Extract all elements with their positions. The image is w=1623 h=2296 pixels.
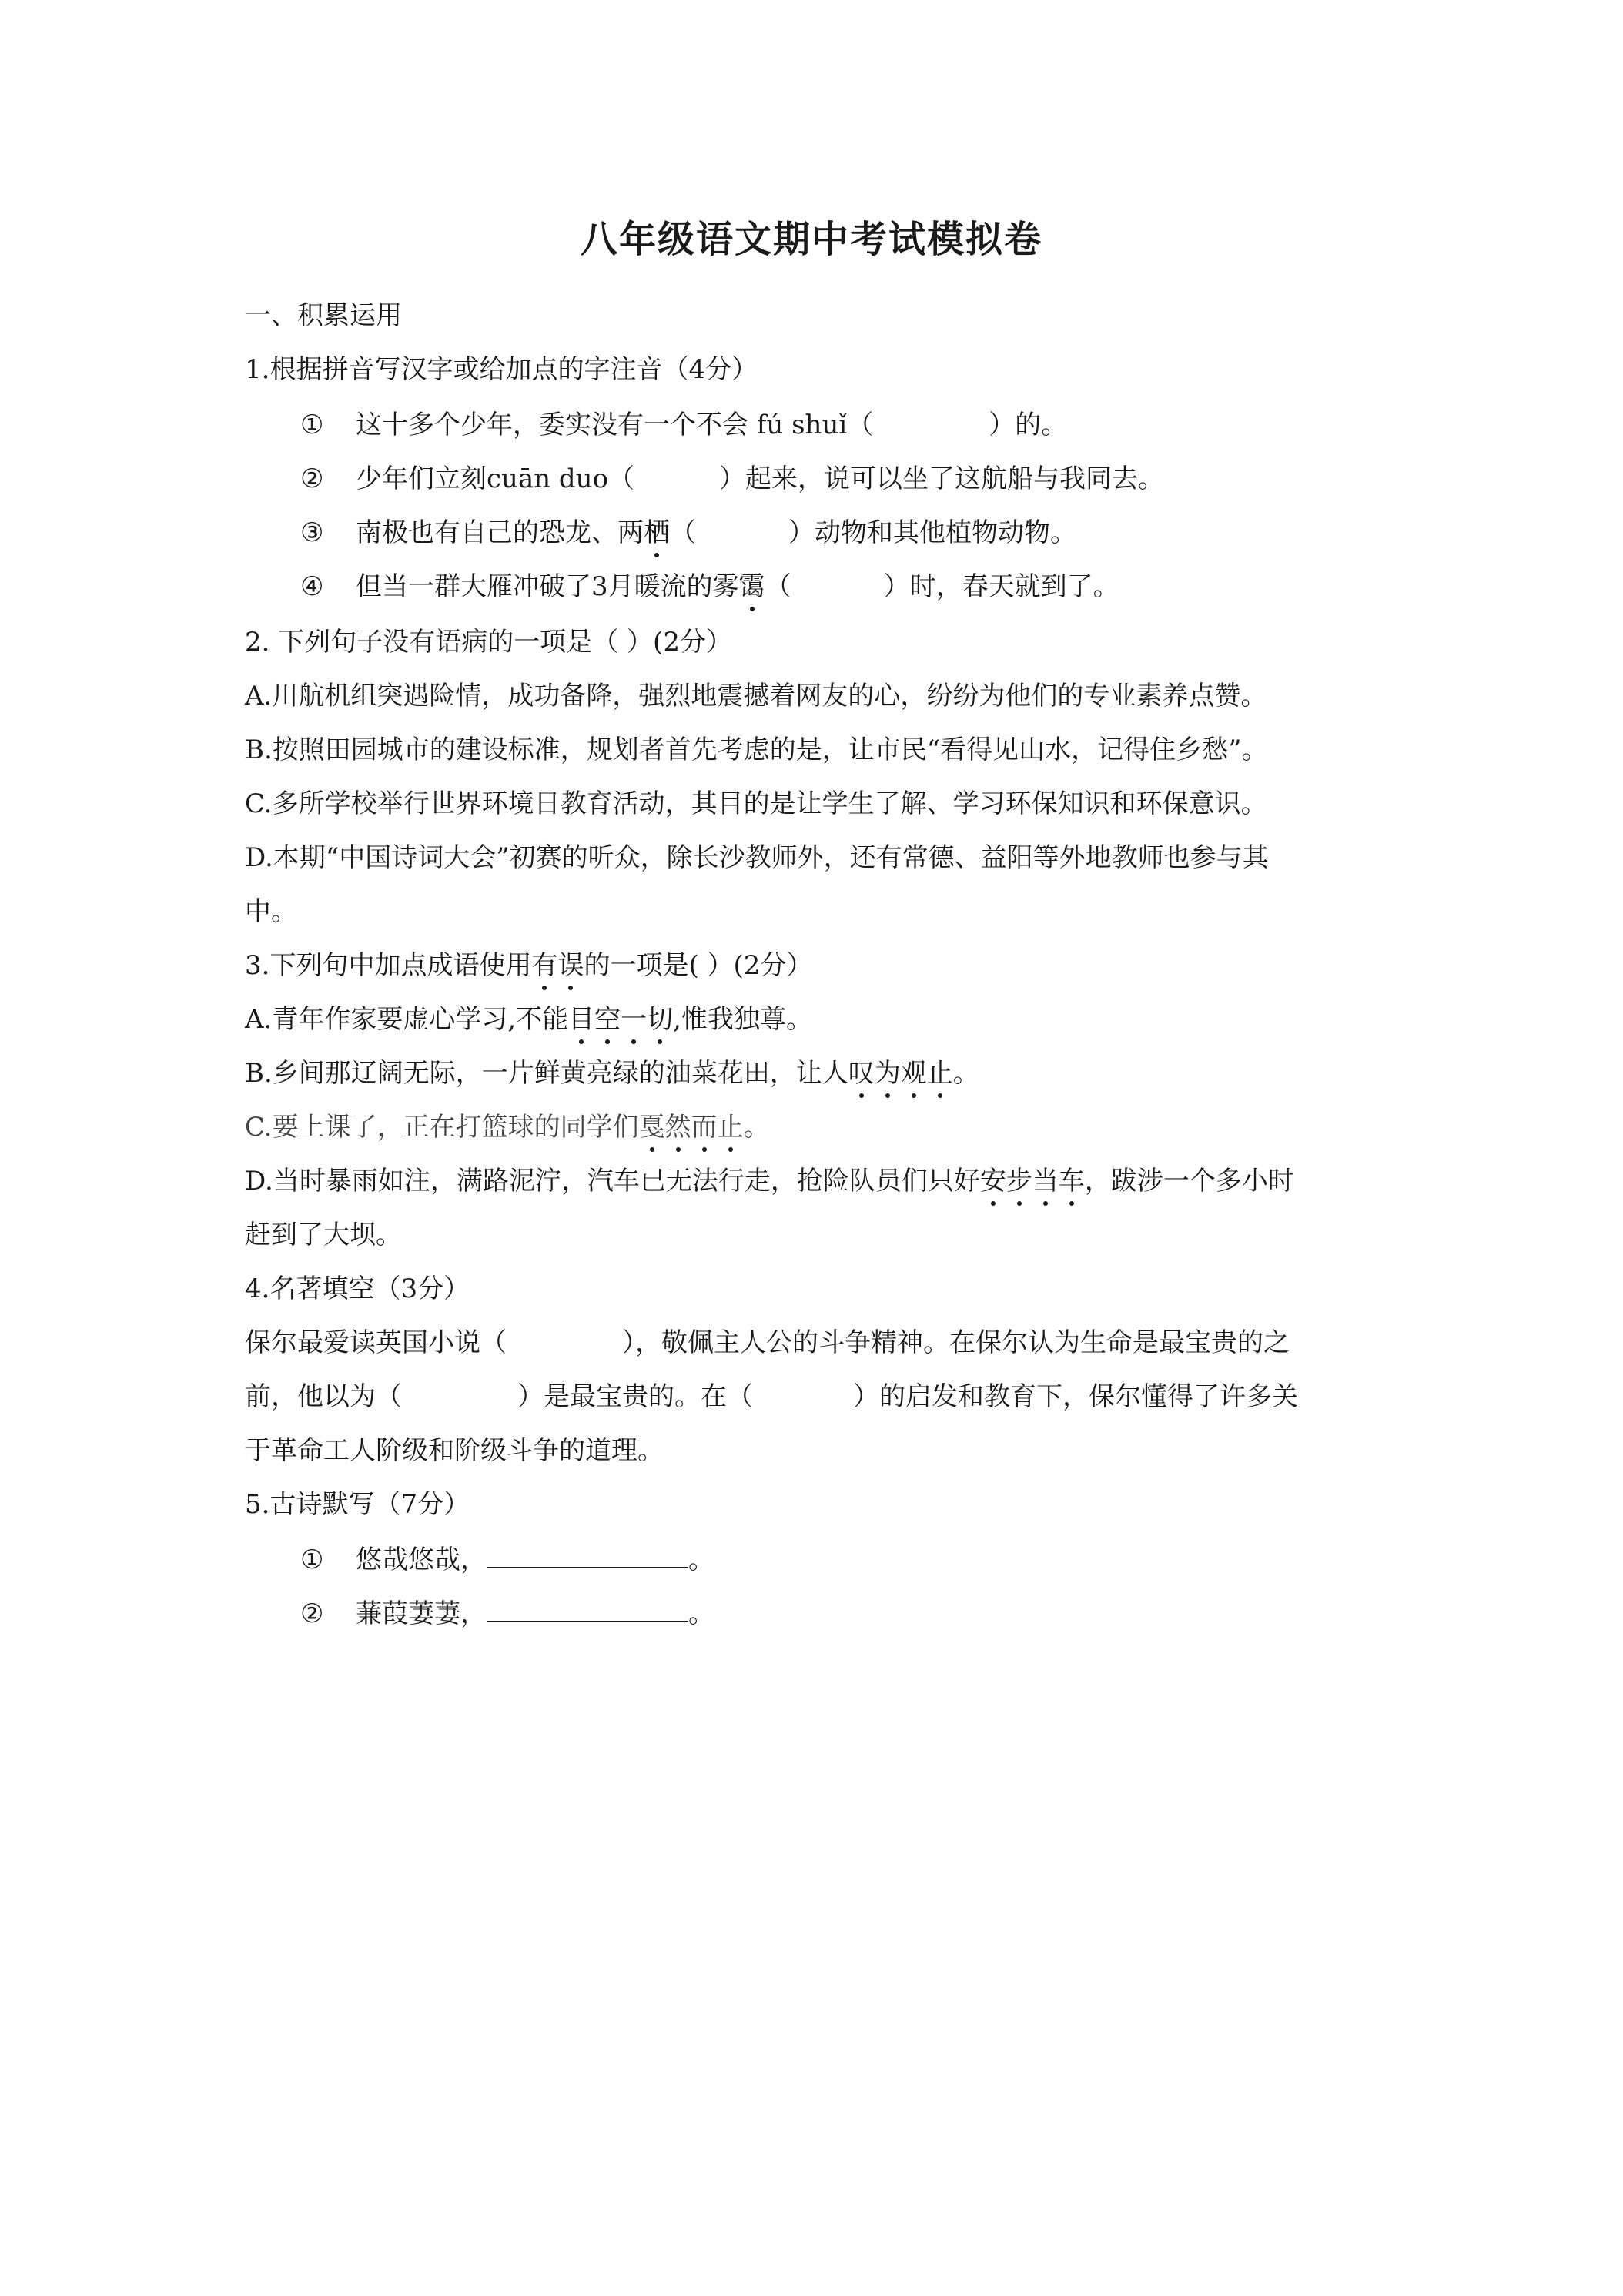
section-heading: 一、积累运用 bbox=[245, 300, 402, 331]
text: ）的启发和教育下，保尔懂得了许多关 bbox=[853, 1381, 1298, 1412]
heading-text: 3.下列句中加点成语使用 bbox=[245, 950, 532, 981]
item-text: 少年们立刻cuān duo（ bbox=[356, 464, 635, 494]
dotted-idiom bbox=[639, 1112, 744, 1143]
item-number: ② bbox=[300, 1598, 324, 1629]
dotted-phrase bbox=[531, 950, 584, 981]
option-text: A.青年作家要虚心学习,不能 bbox=[245, 1004, 569, 1035]
item-text-end: ）动物和其他植物动物。 bbox=[788, 517, 1076, 548]
dotted-char: 安 bbox=[979, 1166, 1006, 1197]
item-text: 但当一群大雁冲破了3月暖流的雾 bbox=[356, 571, 739, 602]
option-text-end: 。 bbox=[743, 1112, 770, 1143]
question-1-heading: 1.根据拼音写汉字或给加点的字注音（4分） bbox=[245, 354, 758, 385]
text: ）是最宝贵的。在（ bbox=[517, 1381, 753, 1412]
question-3-option-a bbox=[245, 1002, 1384, 1036]
question-4-line-1 bbox=[245, 1326, 1384, 1360]
question-4-line-3: 于革命工人阶级和阶级斗争的道理。 bbox=[245, 1435, 664, 1466]
heading-text-end: 的一项是( ）(2分） bbox=[584, 950, 813, 981]
dotted-char: 为 bbox=[874, 1058, 901, 1089]
dotted-char: 目 bbox=[568, 1004, 595, 1035]
question-1-item-2 bbox=[300, 462, 1164, 496]
question-4-heading: 4.名著填空（3分） bbox=[245, 1274, 470, 1304]
item-text: （ bbox=[670, 517, 696, 548]
item-number: ③ bbox=[300, 517, 324, 548]
item-text-end: ）时，春天就到了。 bbox=[883, 571, 1119, 602]
item-text-end: 。 bbox=[688, 1598, 714, 1629]
option-text: D.当时暴雨如注，满路泥泞，汽车已无法行走，抢险队员们只好 bbox=[245, 1166, 980, 1197]
question-3-heading bbox=[245, 949, 1384, 982]
dotted-char: 观 bbox=[900, 1058, 927, 1089]
question-1-item-4 bbox=[300, 570, 1119, 604]
dotted-char: 栖 bbox=[644, 517, 670, 548]
dotted-char: 止 bbox=[717, 1112, 744, 1143]
question-2-option-b: B.按照田园城市的建设标准，规划者首先考虑的是，让市民“看得见山水，记得住乡愁”。 bbox=[245, 735, 1268, 765]
item-text-end: 。 bbox=[688, 1545, 714, 1575]
question-3-option-d bbox=[245, 1164, 1384, 1198]
question-1-item-1 bbox=[300, 408, 1067, 442]
page-title: 八年级语文期中考试模拟卷 bbox=[580, 218, 1042, 261]
dotted-char: 车 bbox=[1058, 1166, 1085, 1197]
item-text-end: ）起来，说可以坐了这航船与我同去。 bbox=[719, 464, 1165, 494]
dotted-char: 一 bbox=[621, 1004, 648, 1035]
text: 前，他以为（ bbox=[245, 1381, 402, 1412]
question-2-heading: 2. 下列句子没有语病的一项是（ ）(2分） bbox=[245, 627, 732, 658]
item-number: ① bbox=[300, 410, 324, 440]
dotted-char: 霭 bbox=[738, 571, 765, 602]
item-number: ④ bbox=[300, 571, 324, 602]
option-text-end: 。 bbox=[952, 1058, 979, 1089]
dotted-idiom bbox=[568, 1004, 673, 1035]
option-text: B.乡间那辽阔无际，一片鲜黄亮绿的油菜花田，让人 bbox=[245, 1058, 848, 1089]
dotted-char: 有 bbox=[531, 950, 558, 981]
dotted-char: 然 bbox=[664, 1112, 691, 1143]
question-2-option-c: C.多所学校举行世界环境日教育活动，其目的是让学生了解、学习环保知识和环保意识。 bbox=[245, 788, 1267, 819]
dotted-char: 而 bbox=[691, 1112, 718, 1143]
item-text: 南极也有自己的恐龙、两 bbox=[356, 517, 644, 548]
text: ），敬佩主人公的斗争精神。在保尔认为生命是最宝贵的之 bbox=[622, 1327, 1290, 1358]
item-text: 悠哉悠哉， bbox=[356, 1545, 487, 1575]
dotted-char: 误 bbox=[557, 950, 584, 981]
item-text: 这十多个少年，委实没有一个不会 fú shuǐ（ bbox=[356, 410, 874, 440]
question-3-option-d-cont: 赶到了大坝。 bbox=[245, 1220, 402, 1250]
item-text: 蒹葭萋萋， bbox=[356, 1598, 487, 1629]
option-text: C.要上课了，正在打篮球的同学们 bbox=[245, 1112, 639, 1143]
question-3-option-b bbox=[245, 1056, 1384, 1090]
dotted-text bbox=[531, 950, 584, 981]
question-3-option-c bbox=[245, 1110, 1384, 1144]
dotted-char: 步 bbox=[1006, 1166, 1032, 1197]
question-2-option-d: D.本期“中国诗词大会”初赛的听众，除长沙教师外，还有常德、益阳等外地教师也参与其 bbox=[245, 842, 1269, 873]
dotted-idiom bbox=[848, 1058, 953, 1089]
dotted-char: 当 bbox=[1032, 1166, 1059, 1197]
option-text-end: ，跋涉一个多小时 bbox=[1084, 1166, 1294, 1197]
item-text: （ bbox=[765, 571, 791, 602]
dotted-char: 戛 bbox=[638, 1112, 665, 1143]
question-5-item-2 bbox=[300, 1597, 714, 1631]
answer-underline[interactable] bbox=[487, 1598, 688, 1622]
dotted-char: 空 bbox=[594, 1004, 621, 1035]
question-2-option-d-cont: 中。 bbox=[245, 896, 297, 927]
answer-underline[interactable] bbox=[487, 1544, 688, 1568]
question-5-heading: 5.古诗默写（7分） bbox=[245, 1489, 470, 1520]
dotted-char: 切 bbox=[647, 1004, 674, 1035]
option-text-end: ,惟我独尊。 bbox=[673, 1004, 812, 1035]
item-number: ① bbox=[300, 1545, 324, 1575]
question-4-line-2 bbox=[245, 1380, 1384, 1414]
question-5-item-1 bbox=[300, 1543, 714, 1577]
item-text-end: ）的。 bbox=[989, 410, 1068, 440]
dotted-char: 叹 bbox=[848, 1058, 875, 1089]
dotted-idiom bbox=[980, 1166, 1085, 1197]
question-1-item-3 bbox=[300, 516, 1076, 550]
question-2-option-a: A.川航机组突遇险情，成功备降，强烈地震撼着网友的心，纷纷为他们的专业素养点赞。 bbox=[245, 681, 1267, 711]
text: 保尔最爱读英国小说（ bbox=[245, 1327, 507, 1358]
dotted-char: 止 bbox=[926, 1058, 953, 1089]
item-number: ② bbox=[300, 464, 324, 494]
